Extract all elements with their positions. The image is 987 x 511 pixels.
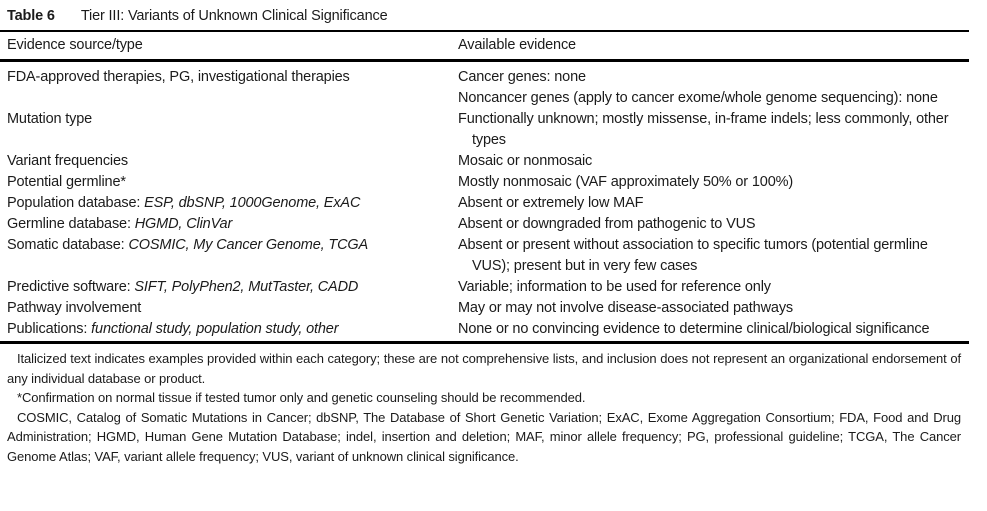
evidence-source-cell	[0, 214, 458, 235]
evidence-source-examples: HGMD, ClinVar	[134, 216, 233, 232]
evidence-entry: Mosaic or nonmosaic	[458, 153, 593, 169]
table-row	[0, 277, 969, 298]
evidence-entry: May or may not involve disease-associated pathways	[458, 300, 794, 316]
evidence-source-text: Germline database:	[7, 216, 135, 232]
evidence-entry: Mostly nonmosaic (VAF approximately 50% or 100%)	[458, 174, 794, 190]
available-evidence-cell	[458, 277, 969, 298]
table-row	[0, 214, 969, 235]
evidence-source-cell	[0, 277, 458, 298]
available-evidence-cell	[458, 214, 969, 235]
evidence-source-cell	[0, 235, 458, 256]
evidence-source-text: FDA-approved therapies, PG, investigational therapies	[7, 69, 350, 85]
table-footnotes	[0, 344, 969, 466]
table-row	[0, 151, 969, 172]
evidence-source-text: Mutation type	[7, 111, 93, 127]
evidence-entry: Absent or present without association to specific tumors (potential germline VUS); present but in very few cases	[458, 237, 928, 274]
footnote-abbreviations: COSMIC, Catalog of Somatic Mutations in Cancer; dbSNP, The Database of Short Genetic Variation; ExAC, Exome Aggregation Consortium; FDA, Food and Drug Administration; HGMD, Human Gene Mutation Database; indel, insertion and deletion; MAF, minor allele frequency; PG, professional guideline; TCGA, The Cancer Genome Atlas; VAF, variant allele frequency; VUS, variant of unknown clinical significance.	[7, 409, 961, 464]
evidence-source-cell	[0, 172, 458, 193]
table-caption	[0, 0, 969, 30]
evidence-entry: Noncancer genes (apply to cancer exome/whole genome sequencing): none	[458, 90, 938, 106]
available-evidence-cell	[458, 67, 969, 109]
available-evidence-cell	[458, 319, 969, 340]
table-number: Table 6	[7, 8, 55, 24]
evidence-source-text: Predictive software:	[7, 279, 135, 295]
evidence-source-cell	[0, 319, 458, 340]
evidence-entry: Variable; information to be used for reference only	[458, 279, 771, 295]
available-evidence-cell	[458, 298, 969, 319]
evidence-source-cell	[0, 67, 458, 88]
evidence-source-examples: SIFT, PolyPhen2, MutTaster, CADD	[134, 279, 359, 295]
evidence-source-text: Population database:	[7, 195, 145, 211]
table-row	[0, 193, 969, 214]
footnote-asterisk-note: *Confirmation on normal tissue if tested tumor only and genetic counseling should be recommended.	[17, 390, 586, 405]
evidence-source-text: Publications:	[7, 321, 92, 337]
evidence-source-cell	[0, 109, 458, 130]
available-evidence-cell	[458, 109, 969, 151]
evidence-entry: Absent or extremely low MAF	[458, 195, 644, 211]
available-evidence-cell	[458, 235, 969, 277]
table-row	[0, 235, 969, 277]
table-title: Tier III: Variants of Unknown Clinical Significance	[80, 8, 388, 24]
table-body	[0, 62, 969, 341]
table-row	[0, 172, 969, 193]
evidence-source-examples: COSMIC, My Cancer Genome, TCGA	[128, 237, 369, 253]
evidence-source-text: Pathway involvement	[7, 300, 142, 316]
table-row	[0, 298, 969, 319]
evidence-source-text: Somatic database:	[7, 237, 129, 253]
evidence-entry: Absent or downgraded from pathogenic to VUS	[458, 216, 756, 232]
table-row	[0, 109, 969, 151]
available-evidence-cell	[458, 172, 969, 193]
evidence-entry: None or no convincing evidence to determine clinical/biological significance	[458, 321, 930, 337]
evidence-source-cell	[0, 193, 458, 214]
evidence-source-cell	[0, 151, 458, 172]
available-evidence-cell	[458, 193, 969, 214]
evidence-entry: Functionally unknown; mostly missense, in-frame indels; less commonly, other types	[458, 111, 949, 148]
footnote-italics-note: Italicized text indicates examples provided within each category; these are not comprehensive lists, and inclusion does not represent an organizational endorsement of any individual database or product.	[7, 351, 961, 386]
evidence-source-text: Potential germline*	[7, 174, 126, 190]
table-header-row	[0, 32, 969, 59]
table-row	[0, 67, 969, 109]
table-row	[0, 319, 969, 340]
evidence-source-cell	[0, 298, 458, 319]
evidence-entry: Cancer genes: none	[458, 69, 586, 85]
column-header-evidence-source: Evidence source/type	[7, 37, 143, 53]
column-header-available-evidence: Available evidence	[458, 37, 576, 53]
evidence-source-examples: ESP, dbSNP, 1000Genome, ExAC	[144, 195, 361, 211]
evidence-source-examples: functional study, population study, other	[91, 321, 339, 337]
available-evidence-cell	[458, 151, 969, 172]
evidence-source-text: Variant frequencies	[7, 153, 129, 169]
